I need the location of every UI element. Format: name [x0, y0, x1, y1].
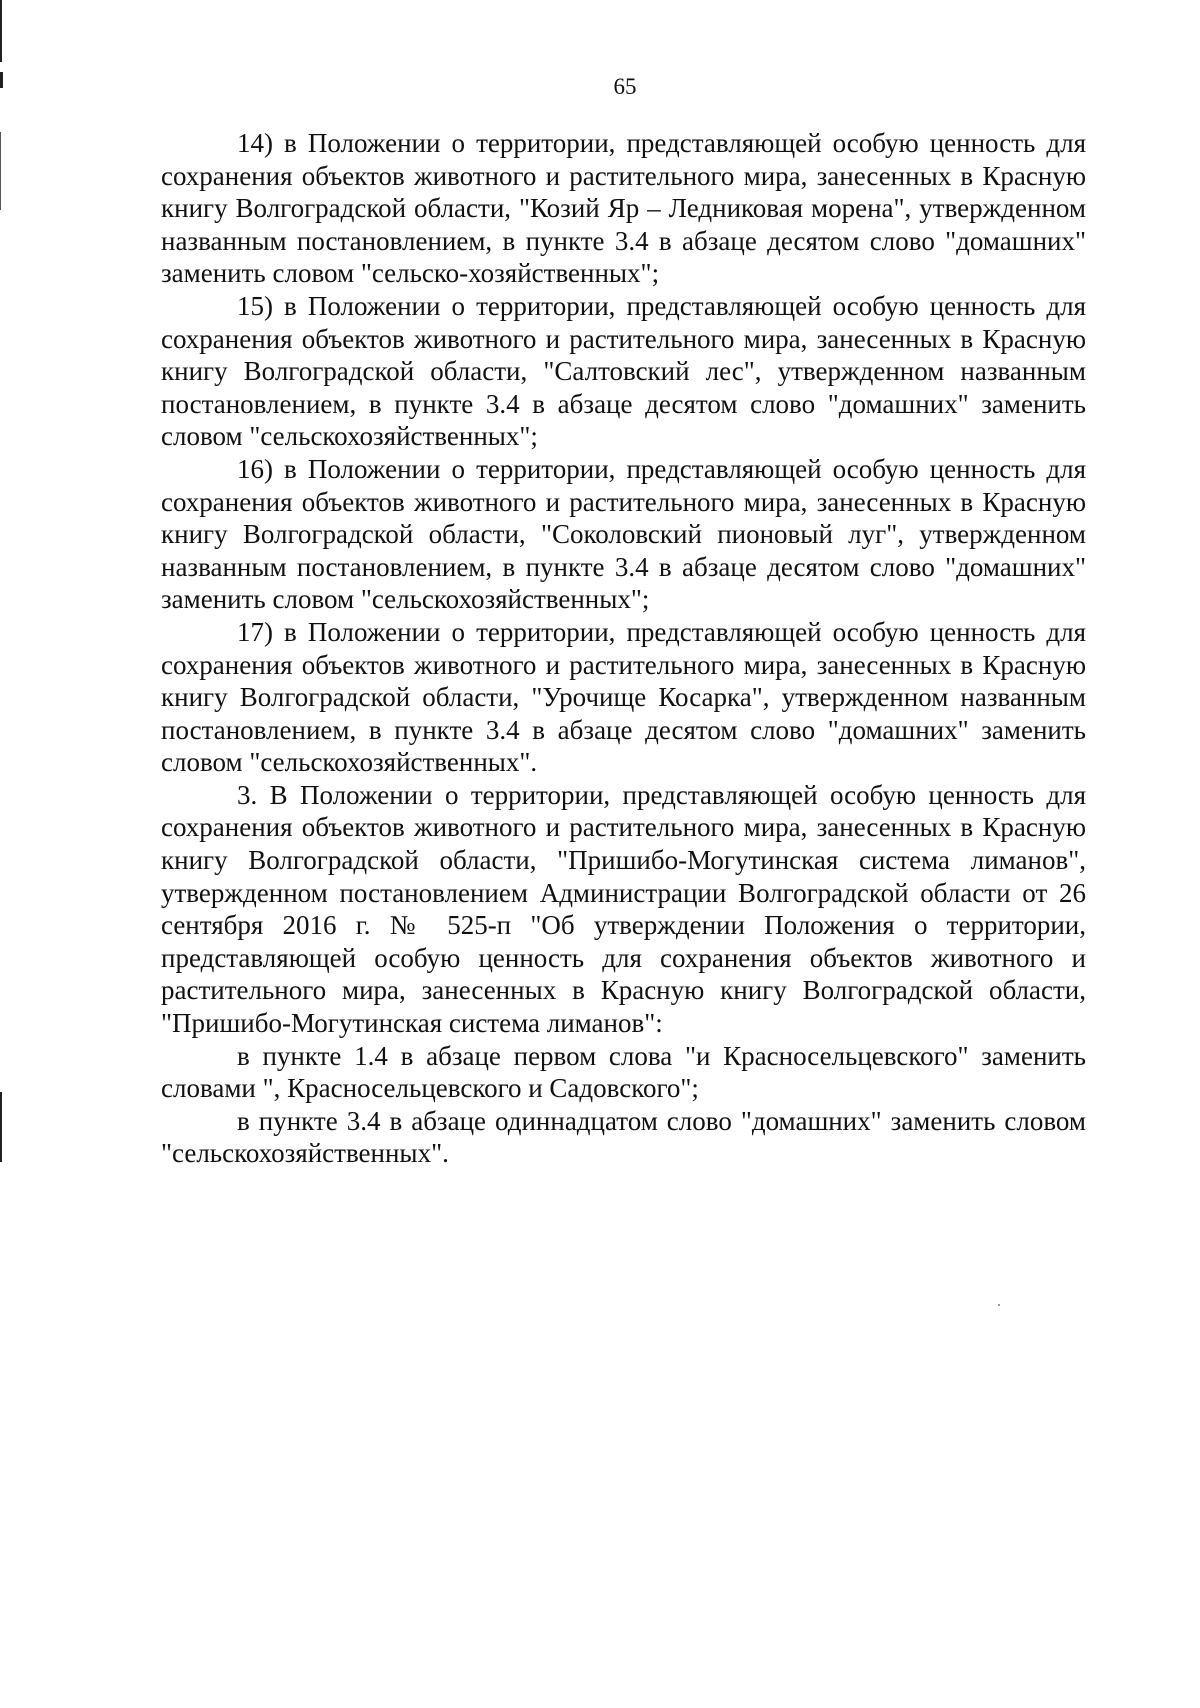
paragraph-section-3: 3. В Положении о территории, представляющей особую ценность для сохранения объектов животного и растительного мира, занесенных в Красную книгу Волгоградской области, "Пришибо-Могутинская система лиманов", утвержденном постановлением Администрации Волгоградской области от 26 сентября 2016 г. № 525-п "Об утверждении Положения о территории, представляющей особую ценность для сохранения объектов животного и растительного мира, занесенных в Красную книгу Волгоградской области, "Пришибо-Могутинская система лиманов":	[161, 779, 1086, 1039]
scan-edge-mark	[0, 1092, 2, 1162]
paragraph-item-16: 16) в Положении о территории, представляющей особую ценность для сохранения объектов животного и растительного мира, занесенных в Красную книгу Волгоградской области, "Соколовский пионовый луг", утвержденном названным постановлением, в пункте 3.4 в абзаце десятом слово "домашних" заменить словом "сельскохозяйственных";	[161, 453, 1086, 615]
document-body	[161, 127, 1086, 1170]
scan-speck	[998, 1304, 1000, 1306]
paragraph-item-15: 15) в Положении о территории, представляющей особую ценность для сохранения объектов животного и растительного мира, занесенных в Красную книгу Волгоградской области, "Салтовский лес", утвержденном названным постановлением, в пункте 3.4 в абзаце десятом слово "домашних" заменить словом "сельскохозяйственных";	[161, 290, 1086, 452]
paragraph-item-17: 17) в Положении о территории, представляющей особую ценность для сохранения объектов животного и растительного мира, занесенных в Красную книгу Волгоградской области, "Урочище Косарка", утвержденном названным постановлением, в пункте 3.4 в абзаце десятом слово "домашних" заменить словом "сельскохозяйственных".	[161, 616, 1086, 778]
scan-edge-mark	[0, 132, 1, 210]
paragraph-amendment-1-4: в пункте 1.4 в абзаце первом слова "и Красносельцевского" заменить словами ", Красносельцевского и Садовского";	[161, 1040, 1086, 1104]
scan-edge-mark	[0, 0, 2, 62]
page-number: 65	[613, 74, 637, 99]
paragraph-item-14: 14) в Положении о территории, представляющей особую ценность для сохранения объектов животного и растительного мира, занесенных в Красную книгу Волгоградской области, "Козий Яр – Ледниковая морена", утвержденном названным постановлением, в пункте 3.4 в абзаце десятом слово "домашних" заменить словом "сельско-хозяйственных";	[161, 128, 1086, 289]
paragraph-amendment-3-4: в пункте 3.4 в абзаце одиннадцатом слово "домашних" заменить словом "сельскохозяйственных".	[161, 1105, 1086, 1169]
